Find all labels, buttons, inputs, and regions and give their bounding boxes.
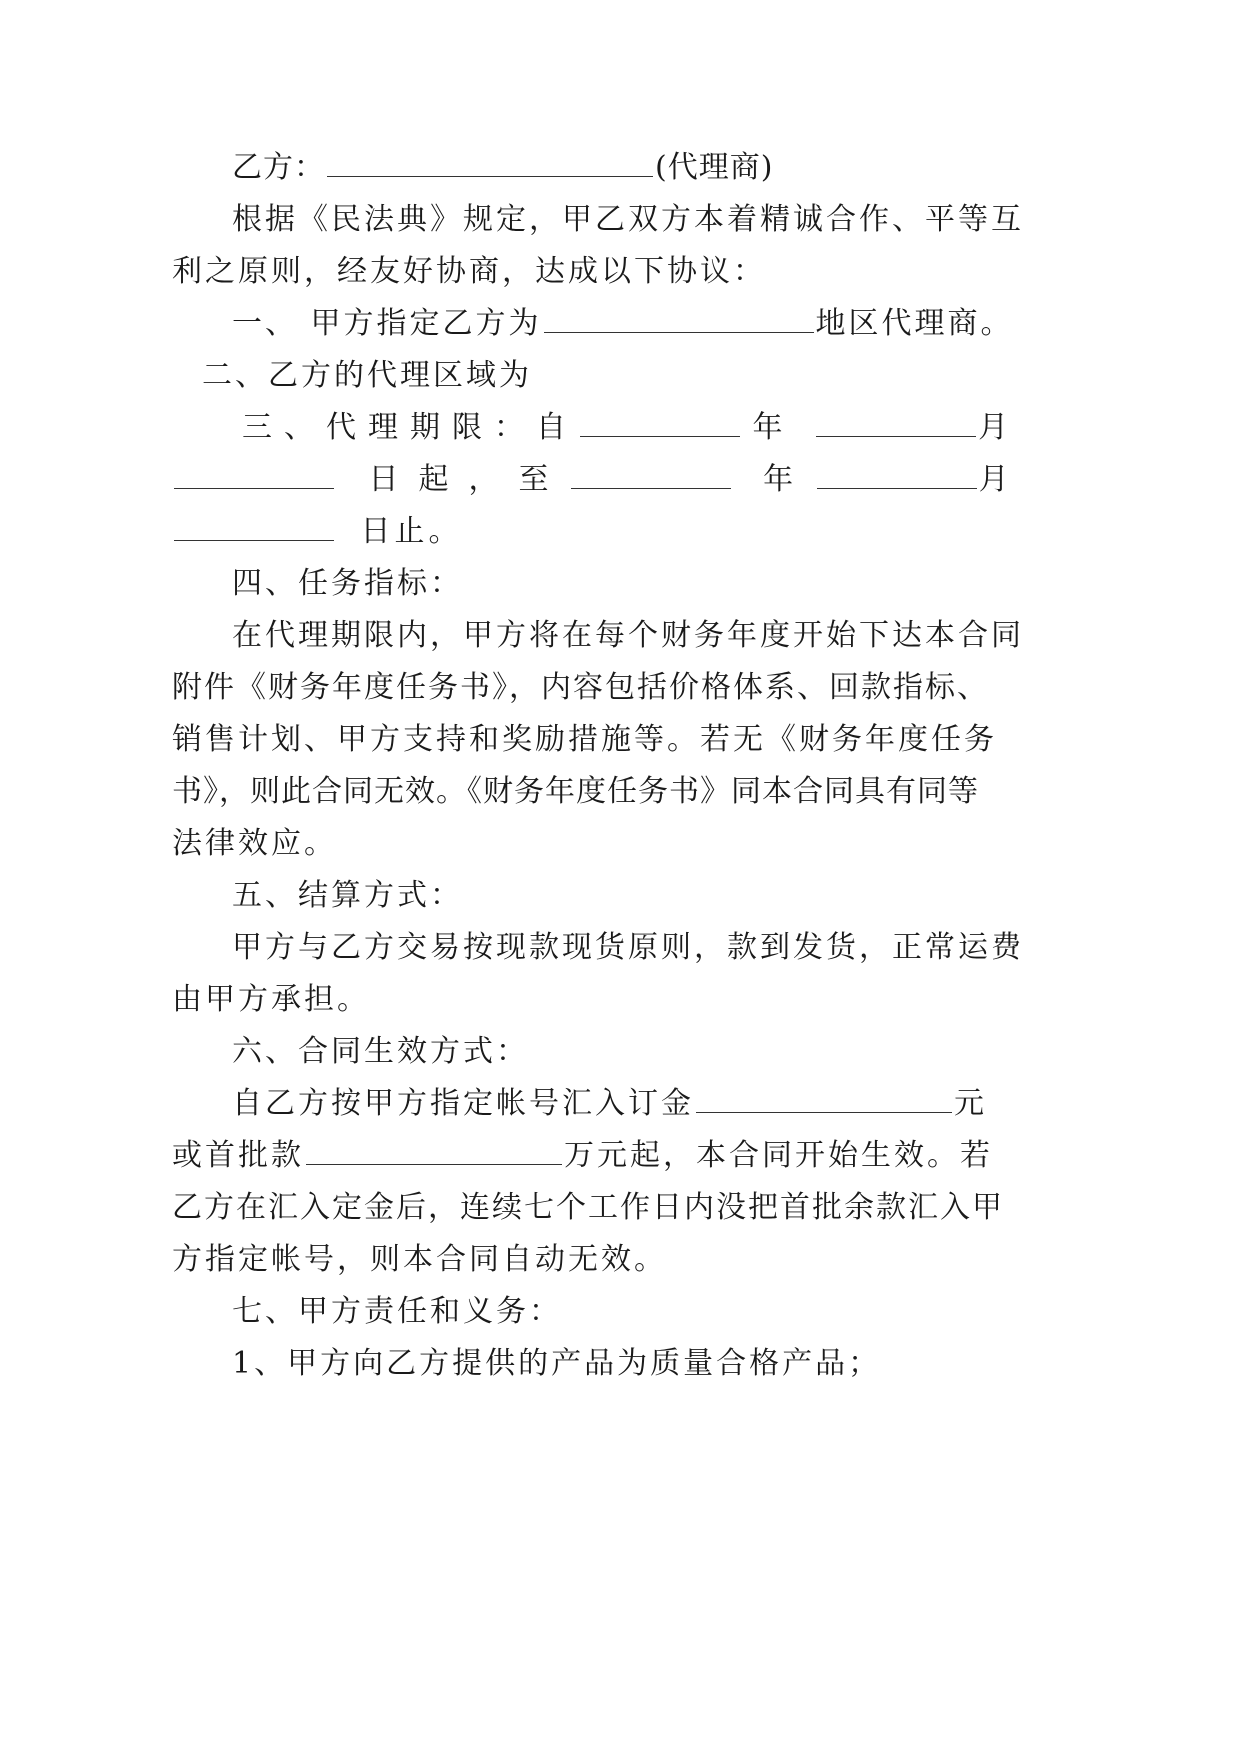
text-span: 销售计划、甲方支持和奖励措施等。若无《财务年度任务 <box>172 722 997 757</box>
text-span: 六、合同生效方式： <box>232 1034 529 1069</box>
text-span: 或首批款 <box>172 1138 304 1173</box>
text-span: 四、任务指标： <box>232 566 463 601</box>
end-day-blank[interactable] <box>174 512 334 541</box>
clause-4-heading <box>232 564 1092 604</box>
text-span: 附件《财务年度任务书》，内容包括价格体系、回款指标、 <box>172 670 989 705</box>
text-span: 自乙方按甲方指定帐号汇入订金 <box>232 1086 694 1121</box>
text-span: 地区代理商。 <box>815 306 1014 341</box>
paragraph-line <box>232 616 1092 656</box>
start-month-blank[interactable] <box>816 408 976 437</box>
clause-3-line <box>242 408 1102 448</box>
first-payment-line <box>172 1136 1032 1176</box>
clause-3-line-2 <box>172 460 1032 500</box>
clause-1-line <box>232 304 1092 344</box>
paragraph-line <box>172 668 1032 708</box>
paragraph-line <box>172 1188 1032 1228</box>
clause-6-heading <box>232 1032 1092 1072</box>
party-b-suffix: (代理商) <box>655 150 774 185</box>
text-span: 书》，则此合同无效。《财务年度任务书》同本合同具有同等 <box>172 774 979 809</box>
text-span: 根据《民法典》规定，甲乙双方本着精诚合作、平等互 <box>232 202 1024 237</box>
text-span: 方指定帐号，则本合同自动无效。 <box>172 1242 667 1277</box>
text-span: 月 <box>978 462 1010 497</box>
text-span: 万元起，本合同开始生效。若 <box>564 1138 993 1173</box>
start-day-blank[interactable] <box>174 460 334 489</box>
text-span: 甲方与乙方交易按现款现货原则，款到发货，正常运费 <box>232 930 1024 965</box>
text-span: 法律效应。 <box>172 826 337 861</box>
text-span: 月 <box>978 410 1010 445</box>
paragraph-line <box>232 200 1092 240</box>
party-b-blank[interactable] <box>327 148 653 177</box>
text-span: 三、代理期限：自 <box>242 410 578 445</box>
text-span: 利之原则，经友好协商，达成以下协议： <box>172 254 766 289</box>
paragraph-line <box>172 252 1032 292</box>
clause-2-line <box>202 356 1062 396</box>
clause-3-line-3 <box>172 512 1032 552</box>
text-span: 元 <box>954 1086 987 1121</box>
party-b-line <box>232 148 1092 188</box>
first-payment-blank[interactable] <box>306 1136 562 1165</box>
clause-5-heading <box>232 876 1092 916</box>
text-span: 在代理期限内，甲方将在每个财务年度开始下达本合同 <box>232 618 1024 653</box>
deposit-line <box>232 1084 1092 1124</box>
paragraph-line <box>232 1344 1092 1384</box>
text-span: 年 <box>752 410 784 445</box>
end-year-blank[interactable] <box>571 460 731 489</box>
text-span: 由甲方承担。 <box>172 982 370 1017</box>
start-year-blank[interactable] <box>580 408 740 437</box>
text-span: 五、结算方式： <box>232 878 463 913</box>
end-month-blank[interactable] <box>817 460 977 489</box>
text-span: 日起，至 <box>368 462 569 497</box>
text-span: 二、乙方的代理区域为 <box>202 358 532 393</box>
paragraph-line <box>172 772 1032 812</box>
paragraph-line <box>172 980 1032 1020</box>
text-span: 一、 甲方指定乙方为 <box>232 306 542 341</box>
text-span: 1、甲方向乙方提供的产品为质量合格产品； <box>232 1346 882 1381</box>
party-b-label: 乙方： <box>232 150 325 185</box>
paragraph-line <box>172 720 1032 760</box>
paragraph-line <box>172 1240 1032 1280</box>
text-span: 七、甲方责任和义务： <box>232 1294 562 1329</box>
text-span: 日止。 <box>360 514 463 549</box>
paragraph-line <box>172 824 1032 864</box>
text-span: 年 <box>763 462 795 497</box>
clause-7-heading <box>232 1292 1092 1332</box>
region-blank[interactable] <box>544 304 814 333</box>
paragraph-line <box>232 928 1092 968</box>
text-span: 乙方在汇入定金后，连续七个工作日内没把首批余款汇入甲 <box>172 1190 1004 1225</box>
deposit-amount-blank[interactable] <box>696 1084 952 1113</box>
